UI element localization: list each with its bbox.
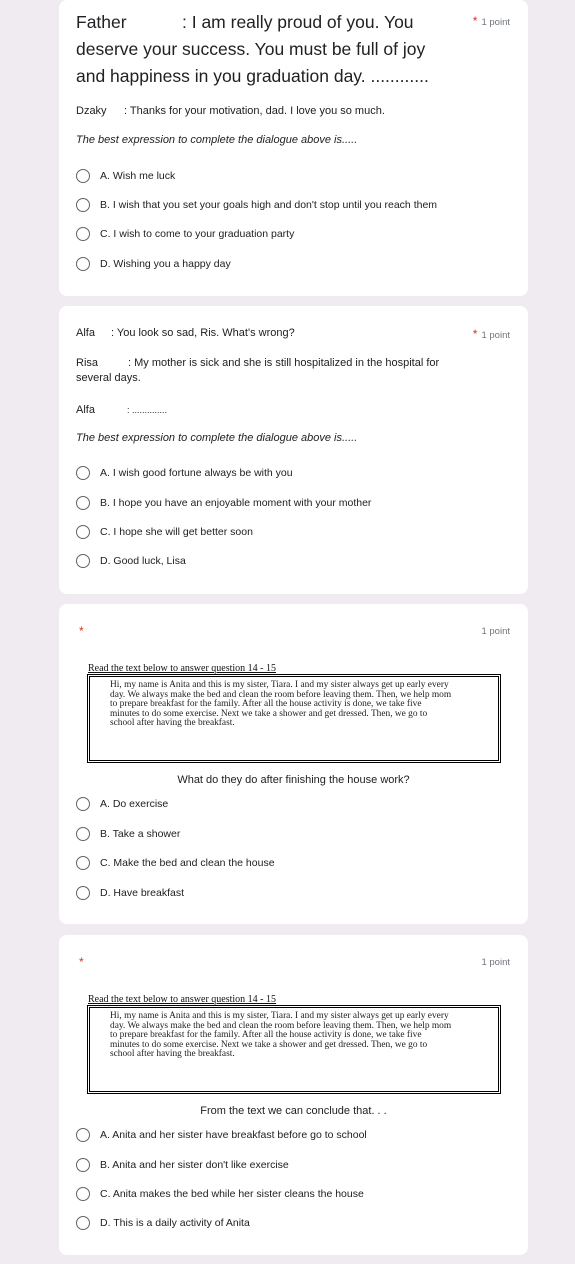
points-label: * 1 point (472, 14, 510, 28)
dialogue-line-risa: Risa : My mother is sick and she is still hospitalized in the hospital for several days. (76, 357, 440, 384)
option-c[interactable]: C. Make the bed and clean the house (76, 856, 275, 870)
passage-text: Hi, my name is Anita and this is my sister, Tiara. I and my sister always get up early every day. We always make the bed and clean the room before leaving them. Then, we help mom to prepare breakfast for the family. After all the house activity is done, we take five minutes to do some exercise. Next we take a shower and get dressed. Then, we go to school after having the breakfast. (110, 680, 452, 729)
option-c[interactable]: C. Anita makes the bed while her sister cleans the house (76, 1187, 364, 1201)
option-a[interactable]: A. Anita and her sister have breakfast before go to school (76, 1128, 367, 1142)
question-card-1 (59, 0, 528, 296)
option-a[interactable]: A. Wish me luck (76, 169, 175, 183)
question-card-3 (59, 604, 528, 924)
radio-button[interactable] (76, 1187, 90, 1201)
option-b[interactable]: B. Anita and her sister don't like exercise (76, 1158, 289, 1172)
passage-box (87, 1005, 501, 1094)
option-b[interactable]: B. Take a shower (76, 827, 180, 841)
question-card-4 (59, 935, 528, 1255)
points-label: 1 point (481, 626, 510, 637)
required-asterisk: * (472, 14, 478, 28)
question-instruction: The best expression to complete the dialogue above is..... (76, 432, 358, 444)
passage-title: Read the text below to answer question 14 - 15 (88, 663, 277, 674)
radio-button[interactable] (76, 1128, 90, 1142)
option-c[interactable]: C. I hope she will get better soon (76, 525, 253, 539)
radio-button[interactable] (76, 827, 90, 841)
passage-text: Hi, my name is Anita and this is my sister, Tiara. I and my sister always get up early every day. We always make the bed and clean the room before leaving them. Then, we help mom to prepare breakfast for the family. After all the house activity is done, we take five minutes to do some exercise. Next we take a shower and get dressed. Then, we go to school after having the breakfast. (110, 1011, 452, 1060)
option-d[interactable]: D. Have breakfast (76, 886, 184, 900)
radio-button[interactable] (76, 496, 90, 510)
radio-button[interactable] (76, 1216, 90, 1230)
option-d[interactable]: D. This is a daily activity of Anita (76, 1216, 250, 1230)
passage-box (87, 674, 501, 763)
required-asterisk: * (79, 624, 84, 638)
radio-button[interactable] (76, 466, 90, 480)
dialogue-line-alfa: Alfa : You look so sad, Ris. What's wrong? (76, 327, 295, 339)
option-a[interactable]: A. I wish good fortune always be with you (76, 466, 293, 480)
option-d[interactable]: D. Wishing you a happy day (76, 257, 231, 271)
question-text: What do they do after finishing the house work? (177, 774, 410, 786)
option-b[interactable]: B. I wish that you set your goals high and don't stop until you reach them (76, 198, 437, 212)
radio-button[interactable] (76, 257, 90, 271)
radio-button[interactable] (76, 886, 90, 900)
radio-button[interactable] (76, 554, 90, 568)
option-c[interactable]: C. I wish to come to your graduation party (76, 227, 294, 241)
points-label: 1 point (481, 957, 510, 968)
question-text: From the text we can conclude that. . . (200, 1105, 387, 1117)
question-card-2 (59, 306, 528, 594)
passage-title: Read the text below to answer question 14 - 15 (88, 994, 277, 1005)
points-label: * 1 point (472, 327, 510, 341)
dialogue-line-dzaky: Dzaky : Thanks for your motivation, dad. I love you so much. (76, 105, 385, 117)
radio-button[interactable] (76, 856, 90, 870)
question-title: Father : I am really proud of you. You deserve your success. You must be full of joy and happiness in you graduation day. ............ (76, 12, 429, 86)
radio-button[interactable] (76, 1158, 90, 1172)
radio-button[interactable] (76, 169, 90, 183)
option-d[interactable]: D. Good luck, Lisa (76, 554, 186, 568)
required-asterisk: * (472, 327, 478, 341)
question-instruction: The best expression to complete the dialogue above is..... (76, 134, 358, 146)
radio-button[interactable] (76, 525, 90, 539)
radio-button[interactable] (76, 227, 90, 241)
dialogue-line-alfa-answer: Alfa : .............. (76, 404, 168, 416)
radio-button[interactable] (76, 198, 90, 212)
option-b[interactable]: B. I hope you have an enjoyable moment with your mother (76, 496, 371, 510)
radio-button[interactable] (76, 797, 90, 811)
option-a[interactable]: A. Do exercise (76, 797, 168, 811)
required-asterisk: * (79, 955, 84, 969)
